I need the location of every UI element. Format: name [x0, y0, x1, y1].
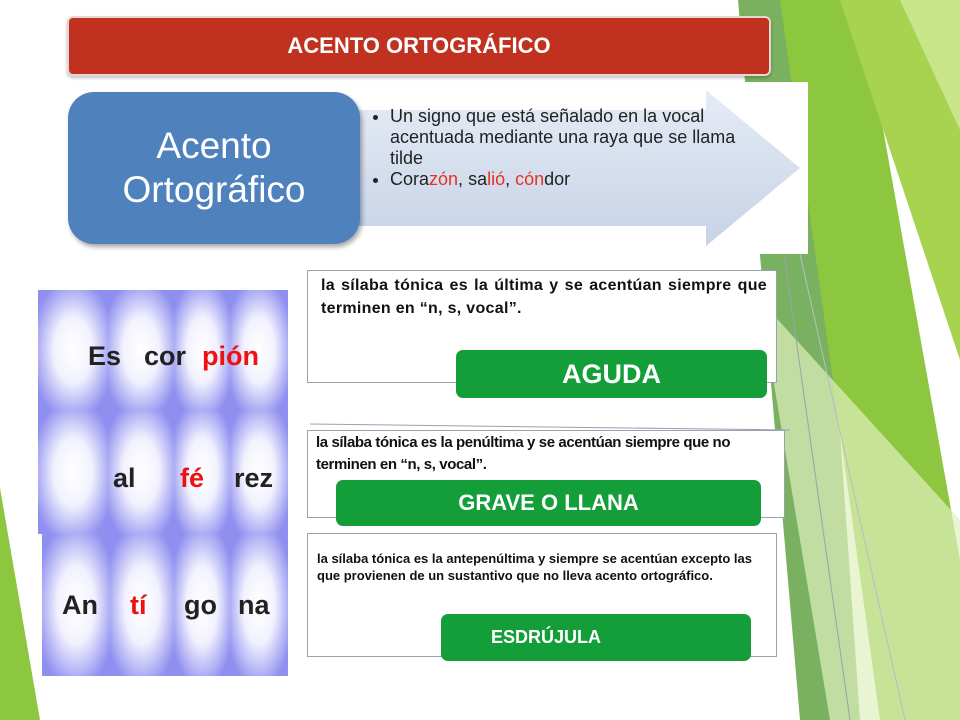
rule-label-grave: GRAVE O LLANA: [336, 480, 761, 526]
rule-text-aguda: la sílaba tónica es la última y se acentúan siempre que terminen en “n, s, vocal”.: [321, 277, 767, 317]
concept-label-box: [68, 92, 360, 244]
syllable: cor: [144, 341, 187, 371]
concept-examples: • Corazón, salió, cóndor: [390, 169, 750, 190]
syllable: An: [62, 590, 98, 620]
stressed-syllable: tí: [130, 590, 147, 620]
rule-text-grave: la sílaba tónica es la penúltima y se acentúan siempre que no terminen en “n, s, vocal”.: [316, 434, 731, 473]
title-bar: [67, 16, 771, 76]
rule-label-esdrujula: ESDRÚJULA: [441, 614, 751, 661]
rule-label-aguda: AGUDA: [456, 350, 767, 398]
concept-panel: [62, 82, 808, 254]
stressed-syllable: fé: [180, 463, 205, 493]
concept-bullets: [370, 106, 750, 190]
syllable: rez: [234, 463, 274, 493]
syllable: go: [184, 590, 217, 620]
concept-label-line1: Acento: [156, 125, 272, 166]
concept-definition: • Un signo que está señalado en la vocal acentuada mediante una raya que se llama tilde: [390, 106, 750, 169]
syllable: al: [113, 463, 136, 493]
concept-label-line2: Ortográfico: [122, 169, 306, 210]
page-title: ACENTO ORTOGRÁFICO: [287, 33, 551, 58]
stressed-syllable: pión: [202, 341, 259, 371]
syllable: Es: [88, 341, 122, 371]
syllable: na: [238, 590, 270, 620]
rule-text-esdrujula: la sílaba tónica es la antepenúltima y siempre se acentúan excepto las que provienen de un sustantivo que no lleva acento ortográfico.: [317, 551, 752, 583]
